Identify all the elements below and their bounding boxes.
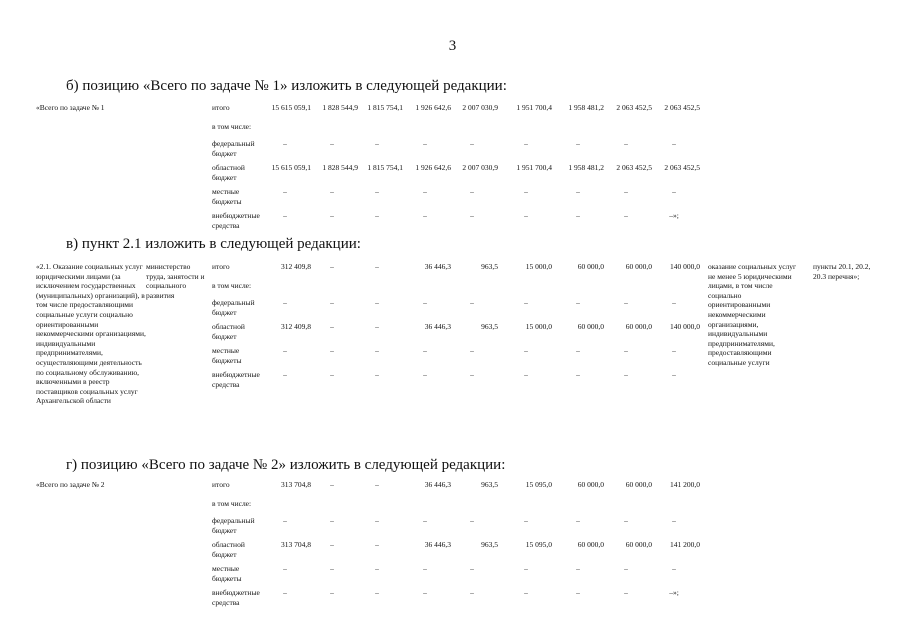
value-cell: –: [470, 139, 474, 148]
value-cell: 963,5: [481, 262, 498, 271]
value-cell: –: [624, 346, 628, 355]
value-cell: 15 615 059,1: [271, 163, 311, 172]
value-cell: –: [283, 588, 287, 597]
value-cell: –: [330, 370, 334, 379]
value-cell: –: [576, 516, 580, 525]
value-cell: –: [672, 139, 676, 148]
value-cell: –: [423, 346, 427, 355]
value-cell: –: [576, 211, 580, 220]
value-cell: –»;: [669, 211, 679, 220]
value-cell: –: [576, 187, 580, 196]
value-cell: –: [624, 370, 628, 379]
row-label: федеральный бюджет: [212, 516, 255, 535]
value-cell: –: [470, 370, 474, 379]
value-cell: 963,5: [481, 480, 498, 489]
value-cell: 140 000,0: [670, 262, 700, 271]
value-cell: –: [423, 298, 427, 307]
value-cell: 2 007 030,9: [462, 163, 498, 172]
value-cell: –: [330, 540, 334, 549]
value-cell: 1 951 700,4: [516, 103, 552, 112]
value-cell: –: [672, 346, 676, 355]
value-cell: 15 095,0: [525, 480, 552, 489]
row-label: итого: [212, 480, 230, 489]
value-cell: –»;: [669, 588, 679, 597]
value-cell: 60 000,0: [625, 480, 652, 489]
value-cell: 963,5: [481, 322, 498, 331]
value-cell: –: [330, 480, 334, 489]
value-cell: –: [375, 322, 379, 331]
value-cell: 1 926 642,6: [415, 103, 451, 112]
value-cell: –: [423, 370, 427, 379]
value-cell: 1 828 544,9: [322, 163, 358, 172]
value-cell: –: [283, 564, 287, 573]
value-cell: 60 000,0: [625, 262, 652, 271]
value-cell: 1 958 481,2: [568, 163, 604, 172]
value-cell: –: [524, 370, 528, 379]
value-cell: –: [375, 298, 379, 307]
value-cell: 15 000,0: [525, 322, 552, 331]
value-cell: –: [330, 516, 334, 525]
value-cell: 60 000,0: [625, 322, 652, 331]
section-v-executor: министерство труда, занятости и социального развития: [146, 262, 205, 300]
value-cell: –: [624, 564, 628, 573]
value-cell: –: [423, 139, 427, 148]
value-cell: –: [423, 211, 427, 220]
value-cell: –: [624, 298, 628, 307]
value-cell: –: [283, 211, 287, 220]
value-cell: 2 063 452,5: [616, 103, 652, 112]
value-cell: –: [470, 564, 474, 573]
value-cell: –: [672, 298, 676, 307]
value-cell: –: [283, 139, 287, 148]
value-cell: –: [576, 370, 580, 379]
section-v-name: «2.1. Оказание социальных услуг юридическими лицами (за исключением государственных (муниципальных) организаций), в том числе предоставляющими социальные услуги социально ориентированными некоммерческими организациями, индивидуальными предпринимателями, осуществляющими деятельность по социальному обслуживанию, включенными в реестр поставщиков социальных услуг Архангельской области: [36, 262, 146, 406]
row-label: в том числе:: [212, 281, 252, 290]
value-cell: –: [375, 540, 379, 549]
value-cell: 60 000,0: [577, 480, 604, 489]
value-cell: –: [470, 588, 474, 597]
value-cell: –: [524, 588, 528, 597]
value-cell: –: [576, 346, 580, 355]
value-cell: 1 958 481,2: [568, 103, 604, 112]
value-cell: –: [375, 564, 379, 573]
row-label: местные бюджеты: [212, 564, 242, 583]
value-cell: –: [330, 322, 334, 331]
value-cell: –: [624, 516, 628, 525]
row-label: федеральный бюджет: [212, 298, 255, 317]
value-cell: 2 007 030,9: [462, 103, 498, 112]
value-cell: 15 095,0: [525, 540, 552, 549]
row-label: местные бюджеты: [212, 187, 242, 206]
value-cell: –: [576, 588, 580, 597]
value-cell: 963,5: [481, 540, 498, 549]
value-cell: 15 615 059,1: [271, 103, 311, 112]
row-label: областной бюджет: [212, 322, 245, 341]
value-cell: 1 926 642,6: [415, 163, 451, 172]
value-cell: 312 409,8: [281, 322, 311, 331]
value-cell: –: [283, 370, 287, 379]
value-cell: 60 000,0: [577, 540, 604, 549]
value-cell: –: [330, 346, 334, 355]
value-cell: –: [330, 298, 334, 307]
value-cell: –: [330, 564, 334, 573]
value-cell: 140 000,0: [670, 322, 700, 331]
value-cell: 36 446,3: [424, 322, 451, 331]
row-label: внебюджетные средства: [212, 211, 260, 230]
value-cell: 36 446,3: [424, 540, 451, 549]
value-cell: –: [524, 211, 528, 220]
value-cell: 313 704,8: [281, 540, 311, 549]
value-cell: –: [524, 516, 528, 525]
value-cell: 60 000,0: [625, 540, 652, 549]
value-cell: –: [672, 516, 676, 525]
heading-g: г) позицию «Всего по задаче № 2» изложить в следующей редакции:: [66, 457, 506, 473]
value-cell: –: [423, 588, 427, 597]
heading-b: б) позицию «Всего по задаче № 1» изложить в следующей редакции:: [66, 78, 507, 94]
value-cell: 141 200,0: [670, 480, 700, 489]
value-cell: –: [283, 298, 287, 307]
value-cell: –: [576, 139, 580, 148]
value-cell: –: [375, 588, 379, 597]
value-cell: –: [524, 187, 528, 196]
value-cell: –: [330, 588, 334, 597]
value-cell: –: [524, 346, 528, 355]
value-cell: –: [470, 346, 474, 355]
value-cell: 15 000,0: [525, 262, 552, 271]
value-cell: 313 704,8: [281, 480, 311, 489]
value-cell: 141 200,0: [670, 540, 700, 549]
value-cell: –: [470, 187, 474, 196]
value-cell: –: [375, 370, 379, 379]
value-cell: 1 828 544,9: [322, 103, 358, 112]
value-cell: 1 815 754,1: [367, 163, 403, 172]
value-cell: –: [524, 139, 528, 148]
value-cell: –: [576, 298, 580, 307]
value-cell: 1 951 700,4: [516, 163, 552, 172]
value-cell: –: [375, 139, 379, 148]
value-cell: –: [470, 298, 474, 307]
value-cell: 36 446,3: [424, 262, 451, 271]
row-label: федеральный бюджет: [212, 139, 255, 158]
value-cell: –: [330, 262, 334, 271]
value-cell: –: [423, 187, 427, 196]
value-cell: –: [470, 516, 474, 525]
value-cell: –: [423, 564, 427, 573]
value-cell: 2 063 452,5: [616, 163, 652, 172]
value-cell: –: [330, 139, 334, 148]
value-cell: –: [375, 346, 379, 355]
section-g-name: «Всего по задаче № 2: [36, 480, 105, 489]
value-cell: –: [375, 262, 379, 271]
value-cell: –: [624, 588, 628, 597]
value-cell: 60 000,0: [577, 262, 604, 271]
section-v-link: пункты 20.1, 20.2, 20.3 перечня»;: [813, 262, 871, 281]
value-cell: –: [283, 346, 287, 355]
row-label: итого: [212, 262, 230, 271]
value-cell: 36 446,3: [424, 480, 451, 489]
row-label: областной бюджет: [212, 163, 245, 182]
value-cell: –: [624, 187, 628, 196]
value-cell: 2 063 452,5: [664, 103, 700, 112]
value-cell: –: [375, 187, 379, 196]
row-label: в том числе:: [212, 122, 252, 131]
row-label: областной бюджет: [212, 540, 245, 559]
value-cell: 312 409,8: [281, 262, 311, 271]
value-cell: –: [470, 211, 474, 220]
value-cell: 1 815 754,1: [367, 103, 403, 112]
row-label: местные бюджеты: [212, 346, 242, 365]
value-cell: –: [283, 187, 287, 196]
value-cell: –: [576, 564, 580, 573]
row-label: внебюджетные средства: [212, 370, 260, 389]
value-cell: –: [672, 564, 676, 573]
value-cell: –: [672, 370, 676, 379]
value-cell: –: [524, 564, 528, 573]
value-cell: –: [375, 211, 379, 220]
page-number: 3: [448, 38, 457, 54]
value-cell: –: [330, 187, 334, 196]
section-v-result: оказание социальных услуг не менее 5 юридическими лицами, в том числе социально ориентированными некоммерческими организациями, индивидуальными предпринимателями, предоставляющими социальные услуги: [708, 262, 797, 367]
value-cell: –: [375, 480, 379, 489]
row-label: итого: [212, 103, 230, 112]
value-cell: 60 000,0: [577, 322, 604, 331]
value-cell: 2 063 452,5: [664, 163, 700, 172]
value-cell: –: [624, 139, 628, 148]
value-cell: –: [624, 211, 628, 220]
value-cell: –: [375, 516, 379, 525]
value-cell: –: [330, 211, 334, 220]
value-cell: –: [283, 516, 287, 525]
section-b-name: «Всего по задаче № 1: [36, 103, 105, 112]
heading-v: в) пункт 2.1 изложить в следующей редакции:: [66, 236, 361, 252]
row-label: внебюджетные средства: [212, 588, 260, 607]
value-cell: –: [423, 516, 427, 525]
value-cell: –: [672, 187, 676, 196]
row-label: в том числе:: [212, 499, 252, 508]
value-cell: –: [524, 298, 528, 307]
